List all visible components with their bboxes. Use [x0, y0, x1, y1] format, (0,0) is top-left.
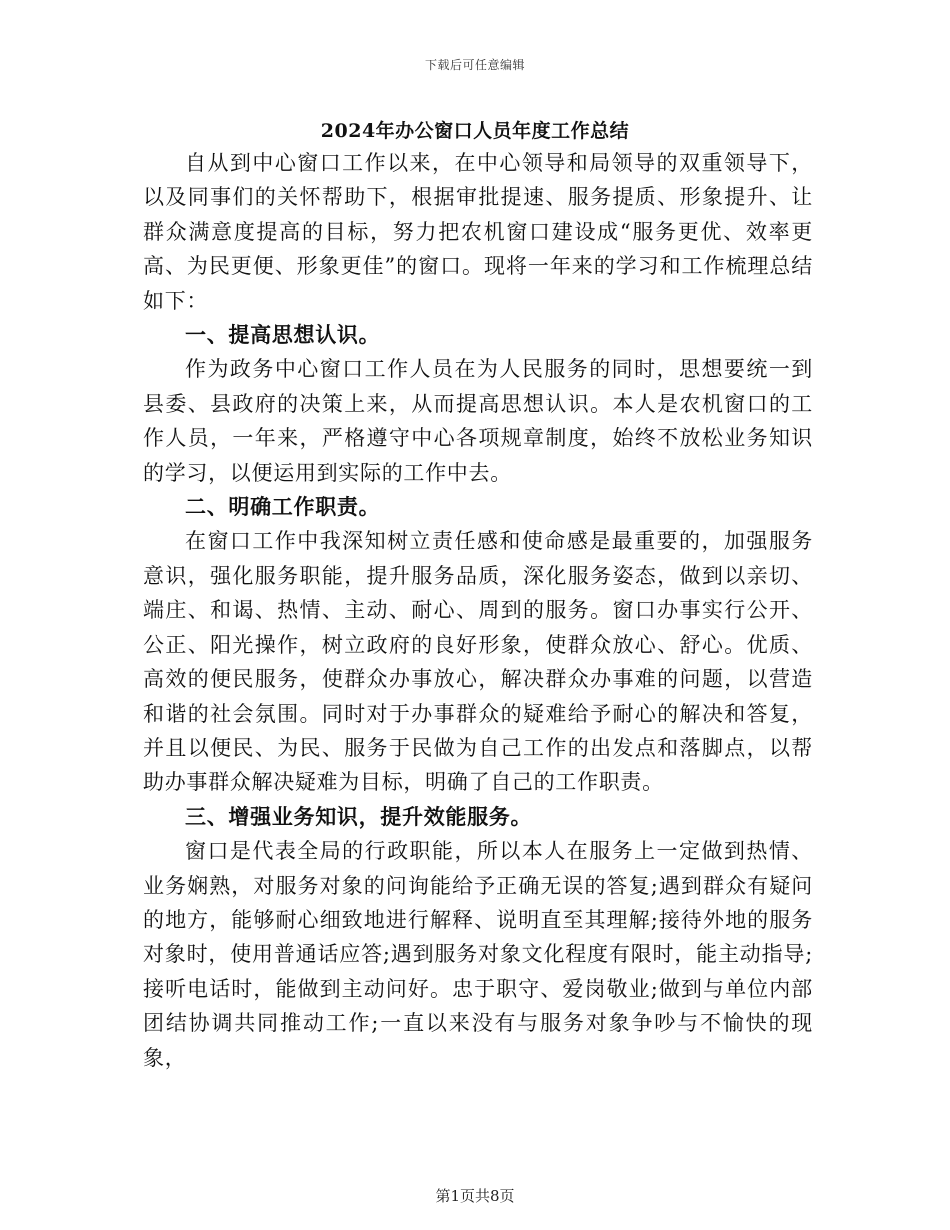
document-title: 2024年办公窗口人员年度工作总结 [320, 120, 630, 142]
section-paragraph-2: 在窗口工作中我深知树立责任感和使命感是最重要的，加强服务意识，强化服务职能，提升服务品质，深化服务姿态，做到以亲切、端庄、和谒、热情、主动、耐心、周到的服务。窗口办事实行公开、公正、阳光操作，树立政府的良好形象，使群众放心、舒心。优质、高效的便民服务，使群众办事放心，解决群众办事难的问题，以营造和谐的社会氛围。同时对于办事群众的疑难给予耐心的解决和答复，并且以便民、为民、服务于民做为自己工作的出发点和落脚点，以帮助办事群众解决疑难为目标，明确了自己的工作职责。 [143, 529, 813, 795]
section-heading-3: 三、增强业务知识，提升效能服务。 [185, 803, 533, 829]
page-number: 第1页共8页 [435, 1187, 515, 1205]
intro-paragraph: 自从到中心窗口工作以来，在中心领导和局领导的双重领导下，以及同事们的关怀帮助下，根据审批提速、服务提质、形象提升、让群众满意度提高的目标，努力把农机窗口建设成“服务更优、效率更高、为民更便、形象更佳”的窗口。现将一年来的学习和工作梳理总结如下： [143, 151, 813, 313]
section-paragraph-1: 作为政务中心窗口工作人员在为人民服务的同时，思想要统一到县委、县政府的决策上来，从而提高思想认识。本人是农机窗口的工作人员，一年来，严格遵守中心各项规章制度，始终不放松业务知识的学习，以便运用到实际的工作中去。 [143, 357, 813, 485]
section-paragraph-3: 窗口是代表全局的行政职能，所以本人在服务上一定做到热情、业务娴熟，对服务对象的问询能给予正确无误的答复;遇到群众有疑问的地方，能够耐心细致地进行解释、说明直至其理解;接待外地的服务对象时，使用普通话应答;遇到服务对象文化程度有限时，能主动指导;接听电话时，能做到主动问好。忠于职守、爱岗敬业;做到与单位内部团结协调共同推动工作;一直以来没有与服务对象争吵与不愉快的现象， [143, 839, 813, 1070]
section-heading-2: 二、明确工作职责。 [185, 494, 381, 520]
header-note: 下载后可任意编辑 [424, 58, 525, 72]
section-heading-1: 一、提高思想认识。 [185, 322, 381, 348]
document-body [143, 146, 813, 1075]
